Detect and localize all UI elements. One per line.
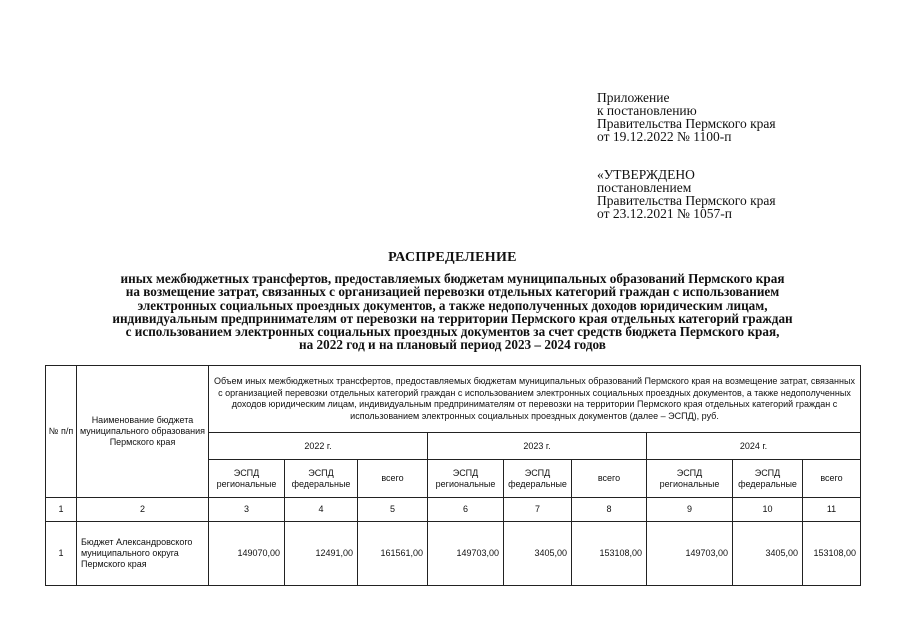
column-number: 6 — [428, 498, 504, 522]
row-name: Бюджет Александровского муниципального округа Пермского края — [77, 522, 209, 586]
value-cell: 161561,00 — [358, 522, 428, 586]
column-number: 9 — [647, 498, 733, 522]
subtitle-line: на 2022 год и на плановый период 2023 – 2024 годов — [299, 337, 606, 353]
header-number: № п/п — [46, 366, 77, 498]
header-total: всего — [803, 460, 861, 498]
value-cell: 3405,00 — [733, 522, 803, 586]
appendix-line: Правительства Пермского края — [597, 116, 776, 131]
column-number: 7 — [504, 498, 572, 522]
approval-line: «УТВЕРЖДЕНО — [597, 167, 695, 182]
value-cell: 12491,00 — [285, 522, 358, 586]
header-federal: ЭСПД федеральные — [504, 460, 572, 498]
column-number: 2 — [77, 498, 209, 522]
approval-line: от 23.12.2021 № 1057-п — [597, 206, 732, 221]
value-cell: 153108,00 — [572, 522, 647, 586]
value-cell: 149070,00 — [209, 522, 285, 586]
value-cell: 153108,00 — [803, 522, 861, 586]
header-year-2023: 2023 г. — [428, 433, 647, 460]
header-regional: ЭСПД региональные — [647, 460, 733, 498]
header-name: Наименование бюджета муниципального образования Пермского края — [77, 366, 209, 498]
subtitle-line: с использованием электронных социальных проездных документов за счет средств бюджета Пермского края, — [125, 324, 780, 340]
appendix-line: от 19.12.2022 № 1100-п — [597, 129, 732, 144]
column-number: 3 — [209, 498, 285, 522]
subtitle-line: индивидуальным предпринимателям от перевозки на территории Пермского края отдельных категорий граждан — [112, 310, 793, 326]
value-cell: 149703,00 — [428, 522, 504, 586]
appendix-block — [597, 91, 776, 143]
value-cell: 3405,00 — [504, 522, 572, 586]
header-federal: ЭСПД федеральные — [733, 460, 803, 498]
header-total: всего — [572, 460, 647, 498]
header-regional: ЭСПД региональные — [428, 460, 504, 498]
row-number: 1 — [46, 522, 77, 586]
document-subtitle — [40, 272, 865, 352]
header-year-2022: 2022 г. — [209, 433, 428, 460]
approval-block — [597, 168, 776, 220]
column-number: 10 — [733, 498, 803, 522]
approval-line: постановлением — [597, 180, 692, 195]
header-volume: Объем иных межбюджетных трансфертов, предоставляемых бюджетам муниципальных образований Пермского края на возмещение затрат, связанных с организацией перевозки отдельных категорий граждан с использованием электронных социальных проездных документов, а также недополученных доходов юридическим лицам, индивидуальным предпринимателям от перевозки на территории Пермского края отдельных категорий граждан с использованием электронных социальных проездных документов (далее – ЭСПД), руб. — [209, 366, 861, 433]
column-number: 11 — [803, 498, 861, 522]
approval-line: Правительства Пермского края — [597, 193, 776, 208]
document-title: РАСПРЕДЕЛЕНИЕ — [388, 250, 517, 265]
appendix-line: Приложение — [597, 90, 670, 105]
subtitle-line: иных межбюджетных трансфертов, предоставляемых бюджетам муниципальных образований Пермского края — [120, 271, 785, 286]
value-cell: 149703,00 — [647, 522, 733, 586]
appendix-line: к постановлению — [597, 103, 697, 118]
header-federal: ЭСПД федеральные — [285, 460, 358, 498]
subtitle-line: электронных социальных проездных документов, а также недополученных доходов юридическим лицам, — [137, 297, 768, 313]
subtitle-line: на возмещение затрат, связанных с организацией перевозки отдельных категорий граждан с использованием — [125, 284, 780, 300]
column-number: 4 — [285, 498, 358, 522]
header-total: всего — [358, 460, 428, 498]
distribution-table — [45, 365, 861, 586]
header-regional: ЭСПД региональные — [209, 460, 285, 498]
column-number: 8 — [572, 498, 647, 522]
header-year-2024: 2024 г. — [647, 433, 861, 460]
table-row — [46, 522, 861, 586]
column-number: 1 — [46, 498, 77, 522]
column-number: 5 — [358, 498, 428, 522]
